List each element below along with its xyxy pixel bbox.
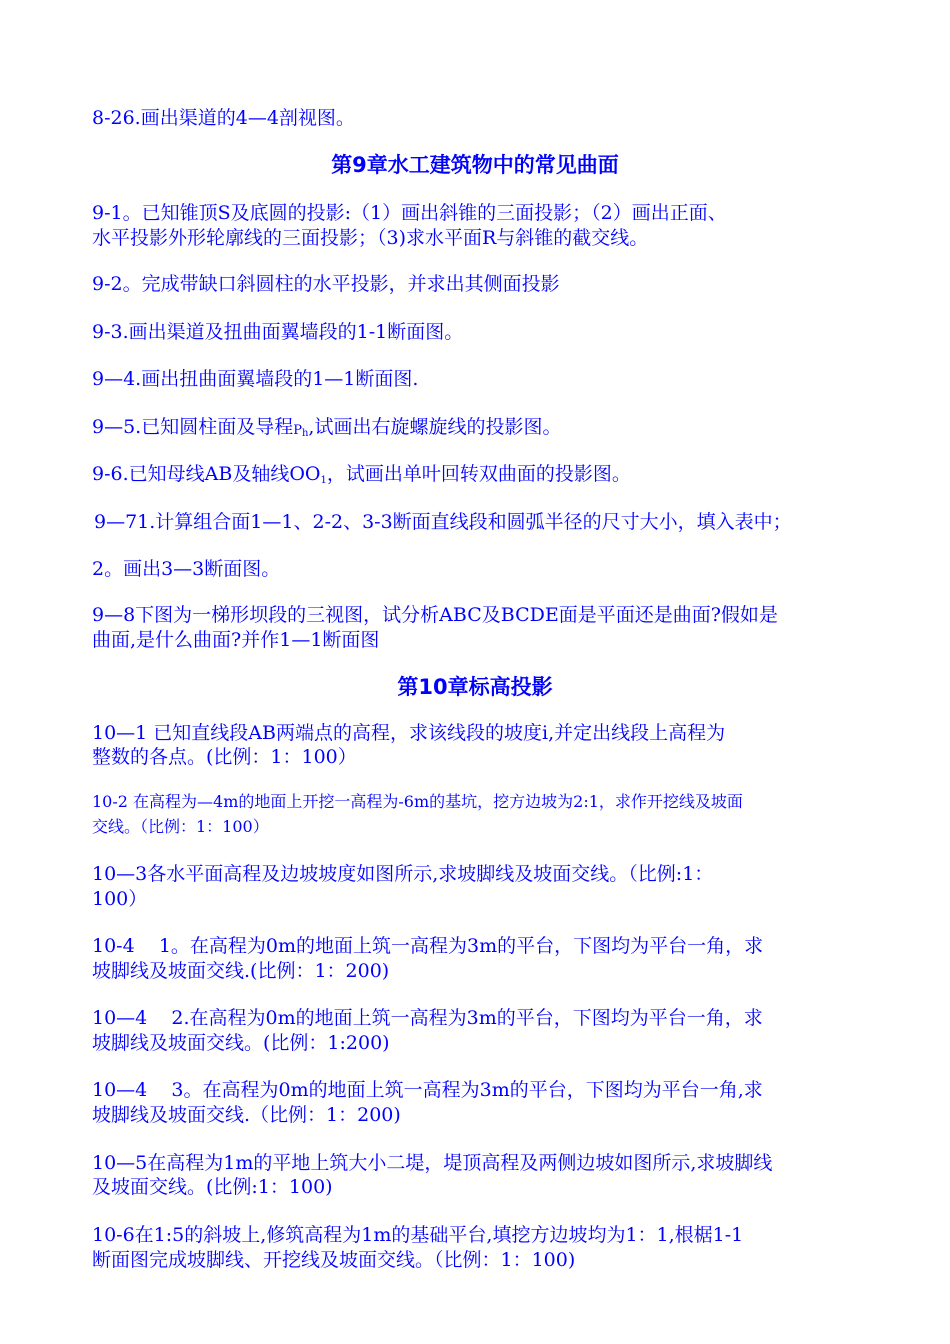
exercise-9-5-text-b: ,试画出右旋螺旋线的投影图。 [308,416,562,438]
pitch-symbol: P [293,423,302,438]
exercise-10-6-line-1: 10-6在1:5的斜坡上,修筑高程为1m的基础平台,填挖方边坡均为1：1,根椐1-1 [92,1224,744,1246]
exercise-9-4: 9—4.画出扭曲面翼墙段的1—1断面图. [92,368,419,390]
exercise-10-4-2-line-2: 坡脚线及坡面交线。(比例：1:200) [92,1032,390,1054]
chapter-10-heading: 第10章标高投影 [397,675,553,699]
exercise-9-7-1: 9—71.计算组合面1—1、2-2、3-3断面直线段和圆弧半径的尺寸大小，填入表中； [94,511,792,533]
chapter-9-heading: 第9章水工建筑物中的常见曲面 [331,153,619,177]
exercise-10-3-line-1: 10—3各水平面高程及边坡坡度如图所示,求坡脚线及坡面交线。（比例:1： [92,863,714,885]
exercise-10-4-3-line-2: 坡脚线及坡面交线.（比例：1：200) [92,1104,401,1126]
exercise-9-3: 9-3.画出渠道及扭曲面翼墙段的1-1断面图。 [92,321,464,343]
exercise-9-5-text-a: 9—5.已知圆柱面及导程 [92,416,294,438]
exercise-9-1-line-2: 水平投影外形轮廓线的三面投影；（3)求水平面R与斜锥的截交线。 [92,227,649,249]
exercise-10-4-1-line-1: 10-4 1。在高程为0m的地面上筑一高程为3m的平台，下图均为平台一角，求 [92,935,764,957]
exercise-10-3-line-2: 100） [92,888,148,910]
exercise-10-5-line-1: 10—5在高程为1m的平地上筑大小二堤，堤顶高程及两侧边坡如图所示,求坡脚线 [92,1152,773,1174]
exercise-9-6 [92,462,872,493]
exercise-9-7-2: 2。画出3—3断面图。 [92,558,281,580]
exercise-9-6-text-a: 9-6.已知母线AB及轴线OO [92,463,321,485]
axis-subscript: 1 [320,475,327,486]
exercise-10-6-line-2: 断面图完成坡脚线、开挖线及坡面交线。（比例：1：100) [92,1249,576,1271]
exercise-9-1-line-1: 9-1。已知锥顶S及底圆的投影:（1）画出斜锥的三面投影；（2）画出正面、 [92,202,727,224]
exercise-9-8-line-2: 曲面,是什么曲面?并作1—1断面图 [92,629,380,651]
exercise-10-1-line-1: 10—1 已知直线段AB两端点的高程，求该线段的坡度i,并定出线段上高程为 [92,722,726,744]
exercise-10-2-line-1: 10-2 在高程为—4m的地面上开挖一高程为-6m的基坑，挖方边坡为2:1，求作开挖线及坡面 [92,792,743,811]
pitch-subscript: h [301,428,309,439]
exercise-10-2-line-2: 交线。（比例：1：100） [92,817,269,836]
exercise-9-2: 9-2。完成带缺口斜圆柱的水平投影，并求出其侧面投影 [92,273,560,295]
exercise-10-5-line-2: 及坡面交线。(比例:1：100) [92,1176,333,1198]
exercise-9-8-line-1: 9—8下图为一梯形坝段的三视图，试分析ABC及BCDE面是平面还是曲面?假如是 [92,604,778,626]
exercise-8-26: 8-26.画出渠道的4—4剖视图。 [92,107,355,129]
exercise-9-5 [92,415,872,446]
exercise-10-4-3-line-1: 10—4 3。在高程为0m的地面上筑一高程为3m的平台，下图均为平台一角,求 [92,1079,763,1101]
exercise-10-4-2-line-1: 10—4 2.在高程为0m的地面上筑一高程为3m的平台，下图均为平台一角，求 [92,1007,763,1029]
exercise-10-4-1-line-2: 坡脚线及坡面交线.(比例：1：200) [92,960,390,982]
exercise-10-1-line-2: 整数的各点。(比例：1：100） [92,746,357,768]
exercise-9-6-text-b: ，试画出单叶回转双曲面的投影图。 [326,463,631,485]
